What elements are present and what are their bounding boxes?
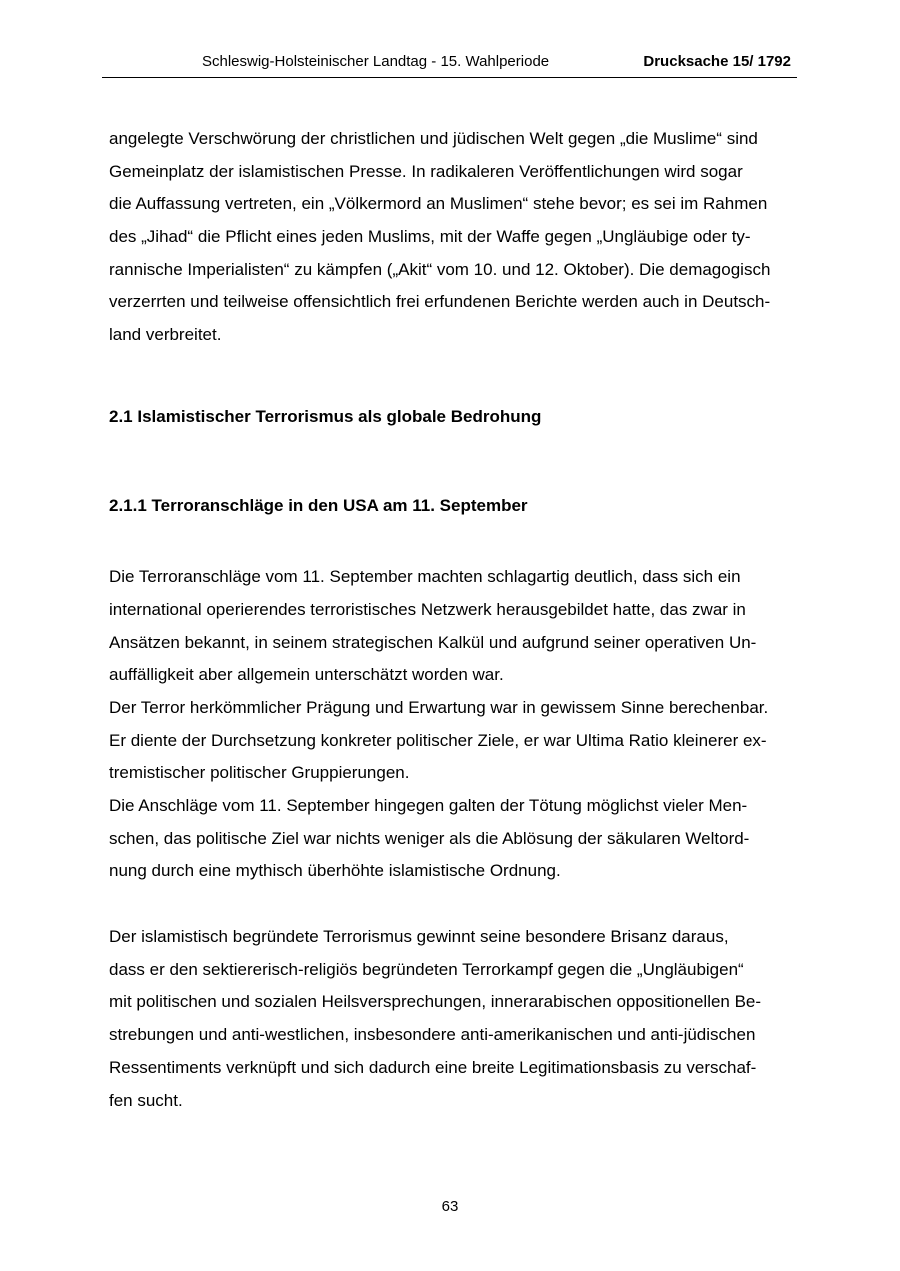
body-paragraph-2 [109, 921, 797, 1117]
text-line: verzerrten und teilweise offensichtlich frei erfundenen Berichte werden auch in Deutsch- [109, 292, 771, 312]
text-line: Gemeinplatz der islamistischen Presse. In radikaleren Veröffentlichungen wird sogar [109, 161, 743, 181]
subsection-heading: 2.1.1 Terroranschläge in den USA am 11. September [109, 495, 528, 515]
section-heading: 2.1 Islamistischer Terrorismus als globale Bedrohung [109, 406, 542, 426]
text-line: Der islamistisch begründete Terrorismus gewinnt seine besondere Brisanz daraus, [109, 927, 729, 947]
text-line: mit politischen und sozialen Heilsversprechungen, innerarabischen oppositionellen Be- [109, 992, 762, 1012]
document-body [109, 123, 797, 1117]
text-line: fen sucht. [109, 1090, 183, 1110]
text-line: des „Jihad“ die Pflicht eines jeden Muslims, mit der Waffe gegen „Ungläubige oder ty- [109, 227, 751, 247]
text-line: dass er den sektiererisch-religiös begründeten Terrorkampf gegen die „Ungläubigen“ [109, 959, 744, 979]
text-line: nung durch eine mythisch überhöhte islamistische Ordnung. [109, 861, 561, 881]
text-line: international operierendes terroristisches Netzwerk herausgebildet hatte, das zwar in [109, 599, 746, 619]
text-line: schen, das politische Ziel war nichts weniger als die Ablösung der säkularen Weltord- [109, 828, 750, 848]
text-line: Die Anschläge vom 11. September hingegen galten der Tötung möglichst vieler Men- [109, 796, 748, 815]
text-line: auffälligkeit aber allgemein unterschätzt worden war. [109, 665, 504, 685]
text-line: die Auffassung vertreten, ein „Völkermord an Muslimen“ stehe bevor; es sei im Rahmen [109, 194, 768, 214]
text-line: Ressentiments verknüpft und sich dadurch eine breite Legitimationsbasis zu verschaf- [109, 1057, 757, 1077]
body-paragraph-1 [109, 561, 797, 888]
text-line: land verbreitet. [109, 325, 222, 345]
header-title: Schleswig-Holsteinischer Landtag - 15. Wahlperiode [202, 53, 550, 70]
text-line: angelegte Verschwörung der christlichen und jüdischen Welt gegen „die Muslime“ sind [109, 129, 758, 148]
text-line: Er diente der Durchsetzung konkreter politischer Ziele, er war Ultima Ratio kleinerer ex- [109, 730, 767, 750]
text-line: Der Terror herkömmlicher Prägung und Erwartung war in gewissem Sinne berechenbar. [109, 697, 769, 717]
text-line: tremistischer politischer Gruppierungen. [109, 763, 410, 783]
text-line: strebungen und anti-westlichen, insbesondere anti-amerikanischen und anti-jüdischen [109, 1025, 756, 1045]
text-line: Die Terroranschläge vom 11. September machten schlagartig deutlich, dass sich ein [109, 567, 741, 587]
page-number: 63 [441, 1198, 459, 1215]
intro-paragraph [109, 123, 797, 352]
text-line: rannische Imperialisten“ zu kämpfen („Akit“ vom 10. und 12. Oktober). Die demagogisch [109, 259, 771, 279]
page-header [102, 50, 797, 78]
text-line: Ansätzen bekannt, in seinem strategischen Kalkül und aufgrund seiner operativen Un- [109, 632, 757, 652]
document-number: Drucksache 15/ 1792 [643, 53, 791, 70]
